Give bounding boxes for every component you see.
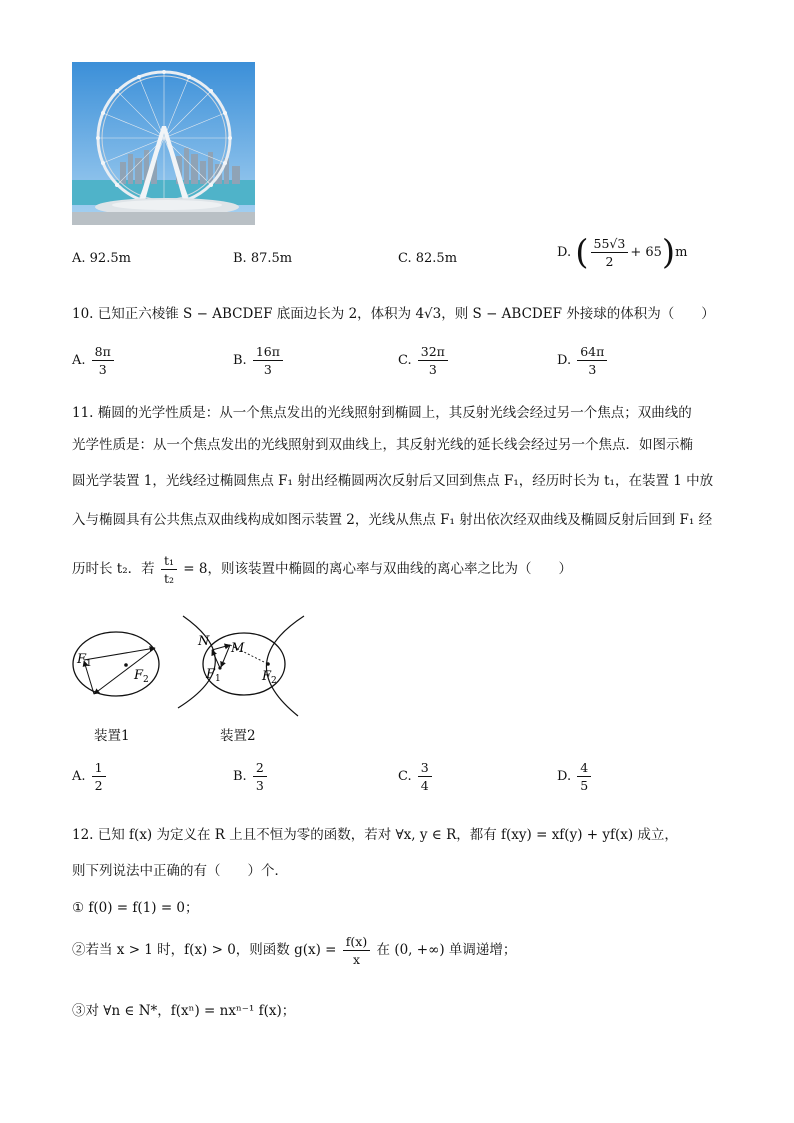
q12-line-2: 则下列说法中正确的有（ ）个．	[72, 863, 288, 879]
q10-option-c-label: C.	[398, 353, 412, 368]
q11-option-d-den: 5	[580, 778, 589, 793]
q11-line-3: 圆光学装置 1，光线经过椭圆焦点 F₁ 射出经椭圆两次反射后又回到焦点 F₁，经历时长为 t₁，在装置 1 中放	[72, 473, 714, 489]
q10-option-a-den: 3	[98, 362, 107, 377]
q11-option-a-label: A.	[72, 769, 86, 784]
q12-item-2-den: x	[352, 952, 361, 967]
q10-option-b-num: 16π	[253, 344, 283, 361]
q10-option-c	[398, 344, 450, 377]
q11-option-a-fraction	[92, 760, 106, 793]
q11-option-b-num: 2	[253, 760, 267, 777]
q10-option-d-den: 3	[588, 362, 597, 377]
q11-option-d-fraction	[577, 760, 591, 793]
q10-option-b-fraction	[253, 344, 283, 377]
q11-line-5-post: = 8，则该装置中椭圆的离心率与双曲线的离心率之比为（ ）	[183, 561, 572, 577]
q11-option-c-den: 4	[420, 778, 429, 793]
device1-label-f1: $F_1$	[77, 652, 92, 669]
q10-option-c-den: 3	[428, 362, 437, 377]
q10-option-d-num: 64π	[577, 344, 607, 361]
q11-option-a	[72, 760, 108, 793]
q10-option-d	[557, 344, 609, 377]
q10-option-b-label: B.	[233, 353, 247, 368]
q11-option-d-label: D.	[557, 769, 572, 784]
q11-line-2: 光学性质是：从一个焦点发出的光线照射到双曲线上，其反射光线的延长线会经过另一个焦点．如图示椭	[72, 437, 693, 453]
q9-option-d	[557, 232, 688, 273]
q11-time-ratio	[161, 553, 177, 586]
q11-line-5-pre: 历时长 t₂．若	[72, 561, 155, 577]
q12-item-2-post: 在 (0, +∞) 单调递增；	[376, 942, 517, 958]
q12-item-2-pre: ②若当 x > 1 时，f(x) > 0，则函数 g(x) =	[72, 942, 337, 958]
q9-option-d-den: 2	[605, 254, 614, 269]
q11-option-c-num: 3	[418, 760, 432, 777]
ferris-wheel-photo	[72, 62, 255, 225]
q10-option-b	[233, 344, 285, 377]
q9-option-d-label: D.	[557, 245, 572, 260]
q11-option-c	[398, 760, 434, 793]
q11-option-a-den: 2	[94, 778, 103, 793]
q12-item-2-fraction	[343, 934, 370, 967]
q11-option-b-label: B.	[233, 769, 247, 784]
q12-item-3: ③对 ∀n ∈ N*，f(xⁿ) = nxⁿ⁻¹ f(x)；	[72, 1003, 296, 1019]
caption-device-2: 装置2	[220, 728, 256, 744]
q10-option-a-fraction	[92, 344, 114, 377]
q10-option-d-fraction	[577, 344, 607, 377]
q9-option-d-tail: + 65	[630, 245, 662, 260]
q9-option-d-unit: m	[675, 245, 688, 260]
q9-option-d-num: 55√3	[591, 236, 629, 253]
q10-option-c-num: 32π	[418, 344, 448, 361]
optics-diagram	[70, 608, 320, 724]
caption-device-1: 装置1	[94, 728, 130, 744]
q10-option-d-label: D.	[557, 353, 572, 368]
q11-line-4: 入与椭圆具有公共焦点双曲线构成如图示装置 2，光线从焦点 F₁ 射出依次经双曲线及椭圆反射后回到 F₁ 经	[72, 512, 713, 528]
q12-item-2	[72, 934, 516, 967]
q11-line-5	[72, 553, 572, 586]
q10-option-b-den: 3	[263, 362, 272, 377]
device2-label-f1: $F_1$	[206, 667, 221, 684]
q11-option-c-label: C.	[398, 769, 412, 784]
q12-item-1: ① f(0) = f(1) = 0；	[72, 900, 199, 916]
q11-option-d	[557, 760, 593, 793]
q12-item-2-num: f(x)	[343, 934, 370, 951]
q10-option-a-num: 8π	[92, 344, 114, 361]
hyperbola-left-branch	[178, 616, 215, 708]
q11-option-b	[233, 760, 269, 793]
q12-line-1: 12. 已知 f(x) 为定义在 R 上且不恒为零的函数，若对 ∀x, y ∈ R，都有 f(xy) = xf(y) + yf(x) 成立，	[72, 827, 678, 843]
q10-stem: 10. 已知正六棱锥 S − ABCDEF 底面边长为 2，体积为 4√3，则 S − ABCDEF 外接球的体积为（ ）	[72, 306, 715, 322]
right-paren: )	[661, 232, 676, 273]
q11-option-b-fraction	[253, 760, 267, 793]
device1-label-f2: $F_2$	[134, 668, 149, 685]
q11-frac-den: t₂	[163, 571, 174, 586]
device2-label-f2: $F_2$	[262, 669, 277, 686]
device2-label-n: N	[198, 634, 210, 649]
q11-frac-num: t₁	[161, 553, 177, 570]
q9-option-b: B. 87.5m	[233, 251, 293, 266]
q11-option-a-num: 1	[92, 760, 106, 777]
q10-option-a	[72, 344, 116, 377]
q11-option-b-den: 3	[255, 778, 264, 793]
q10-option-a-label: A.	[72, 353, 86, 368]
q10-option-c-fraction	[418, 344, 448, 377]
q11-line-1: 11. 椭圆的光学性质是：从一个焦点发出的光线照射到椭圆上，其反射光线会经过另一个焦点；双曲线的	[72, 405, 692, 421]
device2-label-m: M	[231, 641, 245, 656]
q11-option-c-fraction	[418, 760, 432, 793]
left-paren: (	[575, 232, 589, 273]
q9-option-c: C. 82.5m	[398, 251, 458, 266]
q11-option-d-num: 4	[577, 760, 591, 777]
q9-option-d-fraction	[591, 236, 629, 269]
q9-option-a: A. 92.5m	[72, 251, 131, 266]
